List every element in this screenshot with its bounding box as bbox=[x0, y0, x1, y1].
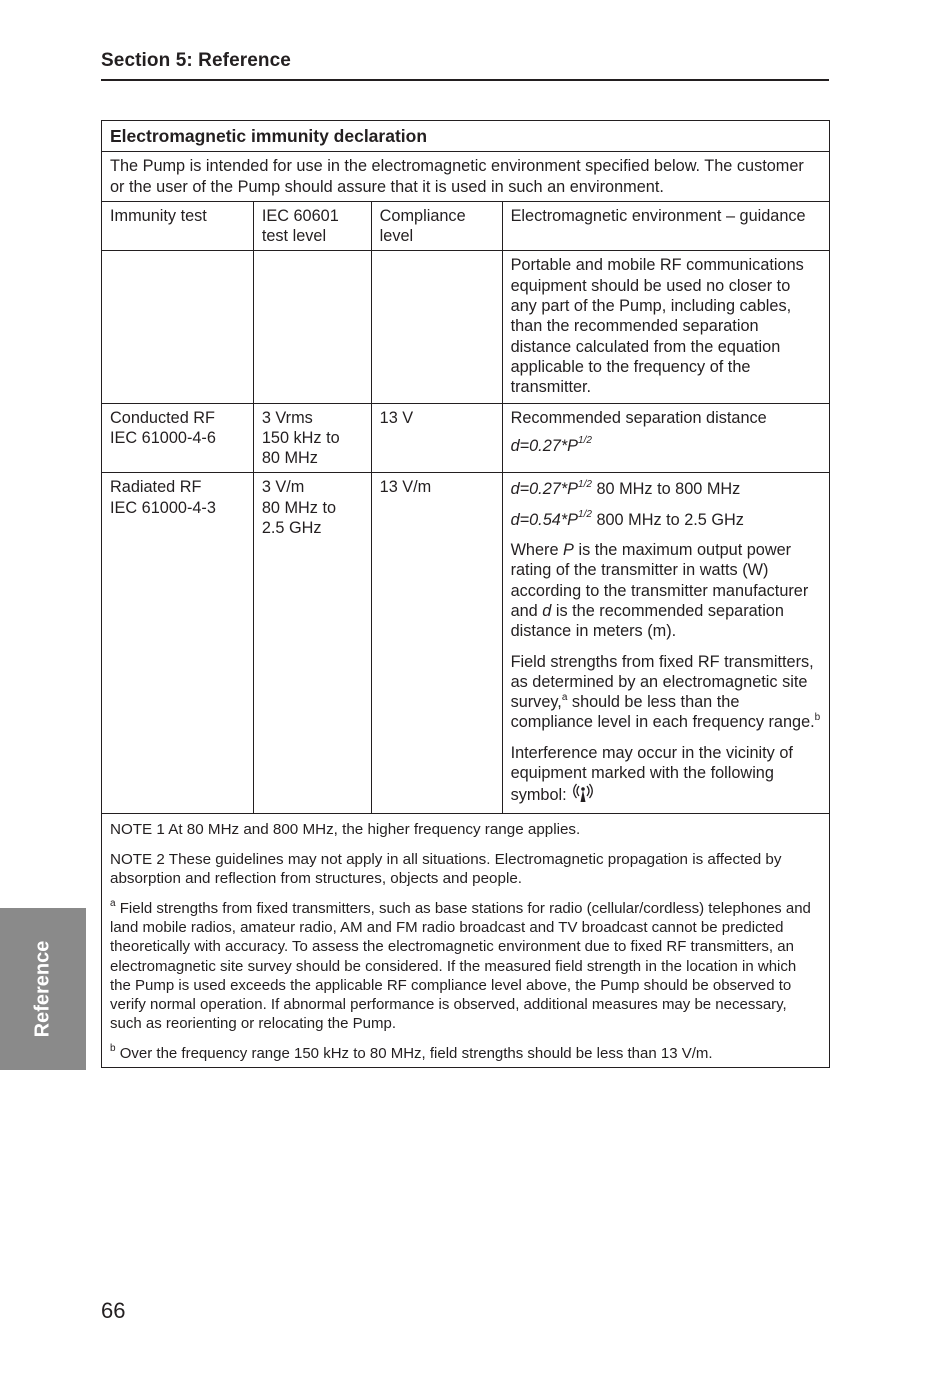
empty-cell bbox=[102, 251, 254, 403]
note-2: NOTE 2 These guidelines may not apply in all situations. Electromagnetic propagation is affected by absorption and reflection from structures, objects and people. bbox=[110, 850, 782, 887]
footnote-marker-b: b bbox=[110, 1042, 116, 1054]
column-header-immunity-test: Immunity test bbox=[102, 201, 254, 251]
definition-text: Where bbox=[510, 541, 564, 560]
radiated-compliance-cell: 13 V/m bbox=[371, 473, 502, 813]
formula-base: d=0.54*P bbox=[510, 510, 579, 529]
notes-cell bbox=[102, 813, 830, 1067]
header-divider bbox=[101, 79, 829, 81]
table-intro: The Pump is intended for use in the electromagnetic environment specified below. The customer or the user of the Pump should assure that it is used in such an environment. bbox=[102, 152, 830, 202]
footnote-ref-a: a bbox=[561, 691, 568, 703]
emc-immunity-table bbox=[101, 120, 830, 1068]
empty-cell bbox=[371, 251, 502, 403]
table-title: Electromagnetic immunity declaration bbox=[102, 121, 830, 152]
table-row-general bbox=[102, 251, 830, 403]
column-header-test-level: IEC 60601 test level bbox=[253, 201, 371, 251]
radiated-level-value: 3 V/m bbox=[261, 478, 305, 497]
column-header-compliance-level: Compliance level bbox=[371, 201, 502, 251]
conducted-test-name: Conducted RF bbox=[110, 408, 215, 427]
table-row-radiated-rf bbox=[102, 473, 830, 813]
radiated-formula-1 bbox=[511, 479, 821, 499]
section-side-tab bbox=[0, 908, 86, 1070]
conducted-level-range-start: 150 kHz to bbox=[261, 428, 340, 447]
formula-exponent: 1/2 bbox=[578, 509, 592, 521]
radiated-test-cell bbox=[102, 473, 254, 813]
definition-text: is the recommended separation distance in meters (m). bbox=[510, 601, 784, 641]
field-text: Field strengths from fixed RF transmitters, as determined by an electromagnetic site survey, bbox=[510, 652, 814, 712]
radiated-level-range-start: 80 MHz to bbox=[261, 498, 337, 517]
radiated-test-name: Radiated RF bbox=[110, 478, 202, 497]
formula-exponent: 1/2 bbox=[578, 479, 592, 491]
column-header-guidance: Electromagnetic environment – guidance bbox=[502, 201, 829, 251]
radiated-level-cell bbox=[253, 473, 371, 813]
page-number: 66 bbox=[101, 1298, 126, 1323]
general-guidance-text: Portable and mobile RF communications equipment should be used no closer to any part of the Pump, including cables, than the recommended separation distance calculated from the equation applicable to the frequency of the transmitter. bbox=[510, 256, 804, 397]
conducted-formula bbox=[511, 436, 821, 456]
empty-cell bbox=[253, 251, 371, 403]
conducted-guidance-cell bbox=[502, 403, 829, 473]
formula-base: d=0.27*P bbox=[510, 436, 579, 455]
separation-distance-label: Recommended separation distance bbox=[510, 408, 767, 427]
radiated-test-standard: IEC 61000-4-3 bbox=[110, 498, 216, 517]
conducted-level-range-end: 80 MHz bbox=[261, 449, 318, 468]
footnote-b-text: Over the frequency range 150 kHz to 80 MHz, field strengths should be less than 13 V/m. bbox=[115, 1044, 713, 1062]
formula-base: d=0.27*P bbox=[510, 480, 579, 499]
variable-p: P bbox=[563, 541, 574, 560]
footnote-a-text: Field strengths from fixed transmitters, such as base stations for radio (cellular/cordless) telephones and land mobile radios, amateur radio, AM and FM radio broadcast and TV broadcast cannot be predicted theoretically with accuracy. To assess the electromagnetic environment due to fixed RF transmitters, an electromagnetic site survey should be considered. If the measured field strength in the location in which the Pump is used exceeds the applicable RF compliance level above, the Pump should be observed to verify normal operation. If abnormal performance is observed, additional measures may be necessary, such as reorienting or relocating the Pump. bbox=[110, 899, 811, 1033]
footnote-b bbox=[110, 1044, 821, 1063]
non-ionizing-radiation-icon bbox=[570, 783, 596, 808]
section-title: Section 5: Reference bbox=[101, 50, 291, 71]
radiated-formula-2 bbox=[511, 510, 821, 530]
conducted-level-cell bbox=[253, 403, 371, 473]
radiated-level-range-end: 2.5 GHz bbox=[261, 519, 322, 538]
footnote-ref-b: b bbox=[814, 712, 821, 723]
interference-text: Interference may occur in the vicinity of equipment marked with the following symbol: bbox=[510, 743, 793, 805]
footnote-marker-a: a bbox=[110, 897, 116, 909]
variable-definitions bbox=[511, 540, 821, 641]
footnote-a bbox=[110, 899, 821, 1034]
conducted-compliance-cell: 13 V bbox=[371, 403, 502, 473]
field-text: should be less than the compliance level in each frequency range. bbox=[510, 693, 815, 732]
formula-exponent: 1/2 bbox=[578, 435, 592, 447]
field-strength-guidance bbox=[511, 652, 821, 733]
side-tab-label: Reference bbox=[31, 940, 54, 1038]
conducted-test-cell bbox=[102, 403, 254, 473]
radiated-guidance-cell bbox=[502, 473, 829, 813]
formula-frequency-range: 800 MHz to 2.5 GHz bbox=[591, 510, 744, 529]
formula-frequency-range: 80 MHz to 800 MHz bbox=[591, 480, 741, 499]
table-header-row bbox=[102, 201, 830, 251]
interference-guidance bbox=[511, 743, 821, 809]
conducted-test-standard: IEC 61000-4-6 bbox=[110, 428, 216, 447]
variable-d: d bbox=[542, 601, 552, 620]
definition-text: is the maximum output power rating of the transmitter in watts (W) according to the transmitter manufacturer and bbox=[510, 541, 809, 620]
conducted-level-value: 3 Vrms bbox=[261, 408, 313, 427]
note-1: NOTE 1 At 80 MHz and 800 MHz, the higher frequency range applies. bbox=[110, 820, 581, 838]
table-row-conducted-rf bbox=[102, 403, 830, 473]
